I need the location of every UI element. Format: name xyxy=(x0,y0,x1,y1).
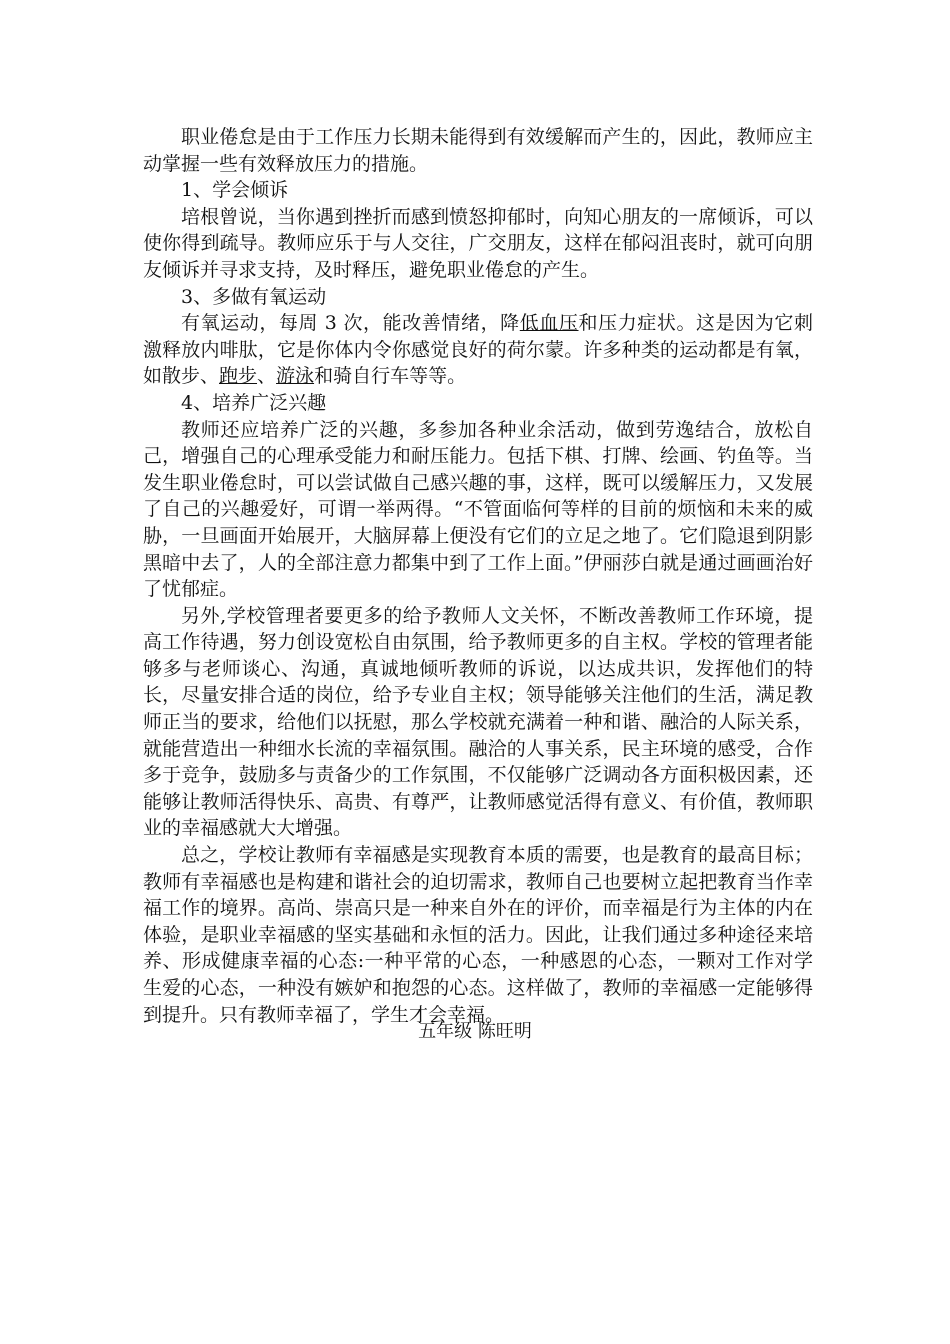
section-heading-interests: 4、培养广泛兴趣 xyxy=(181,391,327,414)
author-signature: 五年级 陈旺明 xyxy=(418,1021,532,1042)
link-swimming[interactable]: 游泳 xyxy=(276,365,315,388)
link-running[interactable]: 跑步 xyxy=(219,365,258,388)
section-body-confide: 培根曾说，当你遇到挫折而感到愤怒抑郁时，向知心朋友的一席倾诉，可以使你得到疏导。教师应乐于与人交往，广交朋友，这样在郁闷沮丧时，就可向朋友倾诉并寻求支持，及时释压，避免职业倦怠的产生。 xyxy=(143,205,813,281)
link-hypotension[interactable]: 低血压 xyxy=(519,312,579,335)
aerobic-separator: 、 xyxy=(257,365,277,388)
aerobic-text-a: 有氧运动，每周 3 次，能改善情绪，降 xyxy=(181,312,520,335)
document-body xyxy=(143,124,813,1028)
management-paragraph: 另外,学校管理者要更多的给予教师人文关怀，不断改善教师工作环境，提高工作待遇，努力创设宽松自由氛围，给予教师更多的自主权。学校的管理者能够多与老师谈心、沟通，真诚地倾听教师的诉说，以达成共识，发挥他们的特长，尽量安排合适的岗位，给予专业自主权；领导能够关注他们的生活，满足教师正当的要求，给他们以抚慰，那么学校就充满着一种和谐、融洽的人际关系，就能营造出一种细水长流的幸福氛围。融洽的人事关系，民主环境的感受，合作多于竞争，鼓励多与责备少的工作氛围，不仅能够广泛调动各方面积极因素，还能够让教师活得快乐、高贵、有尊严，让教师感觉活得有意义、有价值，教师职业的幸福感就大大增强。 xyxy=(143,604,813,840)
section-body-interests: 教师还应培养广泛的兴趣，多参加各种业余活动，做到劳逸结合，放松自己，增强自己的心理承受能力和耐压能力。包括下棋、打牌、绘画、钓鱼等。当发生职业倦怠时，可以尝试做自己感兴趣的事，这样，既可以缓解压力，又发展了自己的兴趣爱好，可谓一举两得。“不管面临何等样的目前的烦恼和未来的威胁，一旦画面开始展开，大脑屏幕上便没有它们的立足之地了。它们隐退到阴影黑暗中去了，人的全部注意力都集中到了工作上面。”伊丽莎白就是通过画画治好了忧郁症。 xyxy=(143,418,813,601)
conclusion-paragraph: 总之，学校让教师有幸福感是实现教育本质的需要，也是教育的最高目标；教师有幸福感也是构建和谐社会的迫切需求，教师自己也要树立起把教育当作幸福工作的境界。高尚、崇高只是一种来自外在的评价，而幸福是行为主体的内在体验，是职业幸福感的坚实基础和永恒的活力。因此，让我们通过多种途径来培养、形成健康幸福的心态:一种平常的心态，一种感恩的心态，一颗对工作对学生爱的心态，一种没有嫉妒和抱怨的心态。这样做了，教师的幸福感一定能够得到提升。只有教师幸福了，学生才会幸福。 xyxy=(143,844,813,1026)
aerobic-text-b: 和压力症状。这是因为它刺激释放内啡肽，它是你体内令你感觉良好的荷尔蒙。许多种类的运动都是有氧，如散步、 xyxy=(143,312,813,388)
aerobic-text-c: 和骑自行车等等。 xyxy=(314,365,467,388)
section-heading-confide: 1、学会倾诉 xyxy=(181,179,289,202)
section-heading-aerobic: 3、多做有氧运动 xyxy=(181,285,327,308)
intro-paragraph: 职业倦怠是由于工作压力长期未能得到有效缓解而产生的，因此，教师应主动掌握一些有效释放压力的措施。 xyxy=(143,126,813,175)
section-body-aerobic xyxy=(143,310,813,390)
